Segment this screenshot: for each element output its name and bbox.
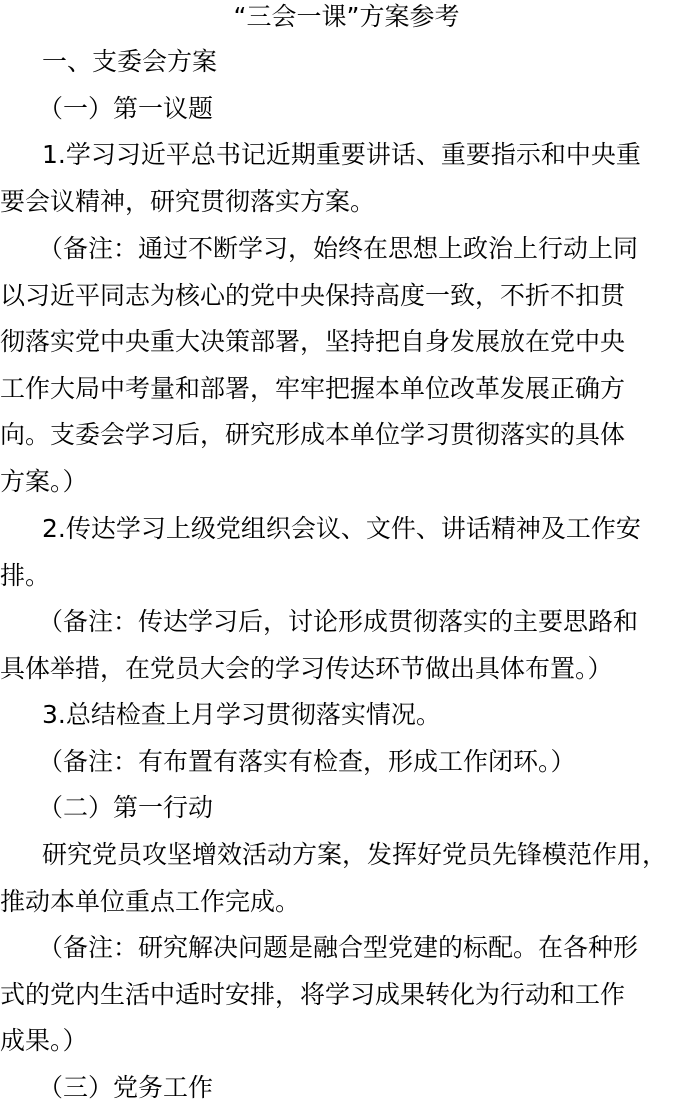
text-line: 方案。）: [0, 466, 88, 496]
text-line: 3.总结检查上月学习贯彻落实情况。: [42, 700, 441, 729]
text-line: （三）党务工作: [38, 1073, 214, 1102]
text-line: 排。: [0, 560, 51, 590]
item-1-paragraph: [0, 132, 693, 225]
text-line: （备注：传达学习后，讨论形成贯彻落实的主要思路和: [38, 607, 639, 636]
text-line: （备注：有布置有落实有检查，形成工作闭环。）: [38, 747, 576, 776]
heading-branch-committee: [0, 39, 693, 86]
text-line: （一）第一议题: [38, 94, 214, 123]
note-1-paragraph: [0, 226, 693, 506]
note-4-paragraph: [0, 925, 693, 1065]
item-3-paragraph: [0, 692, 693, 739]
text-line: （备注：研究解决问题是融合型党建的标配。在各种形: [38, 933, 639, 962]
text-line: 1.学习习近平总书记近期重要讲话、重要指示和中央重: [42, 140, 641, 169]
note-2-paragraph: [0, 599, 693, 692]
text-line: 向。支委会学习后，研究形成本单位学习贯彻落实的具体: [0, 420, 626, 450]
text-line: 工作大局中考量和部署，牢牢把握本单位改革发展正确方: [0, 373, 626, 403]
text-line: 式的党内生活中适时安排，将学习成果转化为行动和工作: [0, 979, 626, 1009]
text-line: 2.传达学习上级党组织会议、文件、讲话精神及工作安: [42, 514, 641, 543]
text-line: 推动本单位重点工作完成。: [0, 886, 301, 916]
text-line: （二）第一行动: [38, 793, 214, 822]
text-line: 研究党员攻坚增效活动方案，发挥好党员先锋模范作用，: [42, 840, 668, 869]
subheading-party-affairs: [0, 1065, 693, 1112]
text-line: 彻落实党中央重大决策部署，坚持把自身发展放在党中央: [0, 327, 626, 357]
text-line: 具体举措，在党员大会的学习传达环节做出具体布置。）: [0, 653, 613, 683]
subheading-first-action: [0, 785, 693, 832]
document-title: “三会一课”方案参考: [233, 2, 460, 31]
text-line: （备注：通过不断学习，始终在思想上政治上行动上同: [38, 234, 639, 263]
text-line: 一、支委会方案: [42, 47, 218, 76]
subheading-first-topic: [0, 86, 693, 133]
text-line: 以习近平同志为核心的党中央保持高度一致，不折不扣贯: [0, 280, 626, 310]
text-line: 成果。）: [0, 1026, 88, 1056]
item-2-paragraph: [0, 506, 693, 599]
note-3-paragraph: [0, 739, 693, 786]
text-line: 要会议精神，研究贯彻落实方案。: [0, 186, 376, 216]
action-paragraph: [0, 832, 693, 925]
